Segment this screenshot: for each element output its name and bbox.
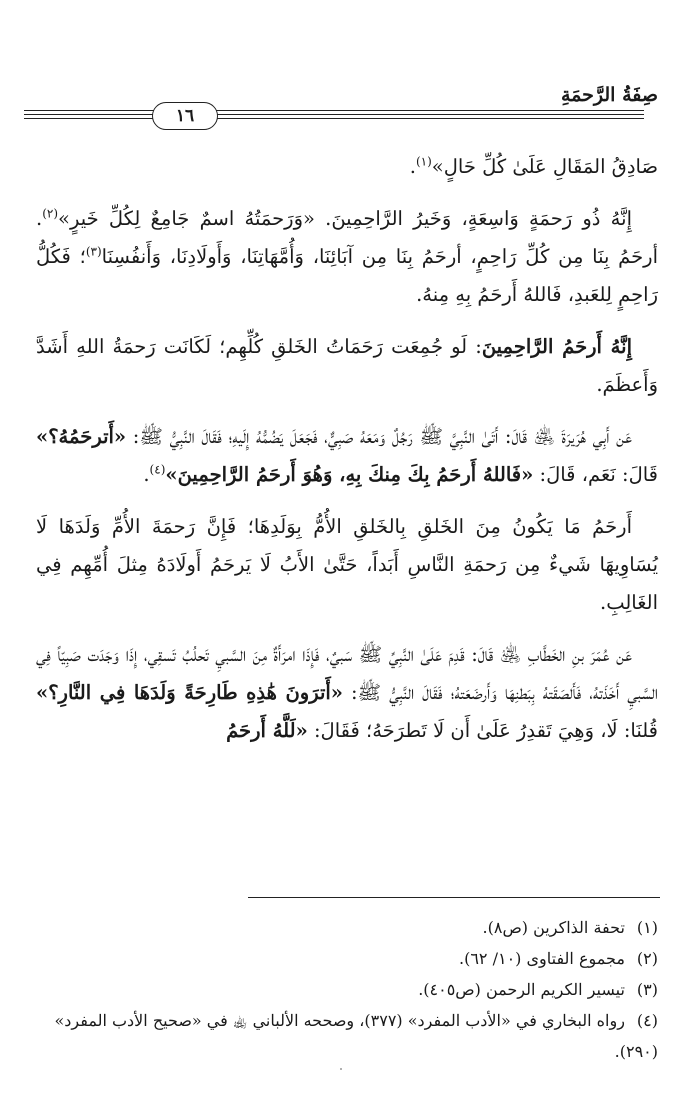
footnote-text: رواه البخاري في «الأدب المفرد» (٣٧٧)، وصححه الألباني ﵀ في «صحيح الأدب المفرد» (٢٩٠). bbox=[54, 1011, 658, 1061]
footnote bbox=[28, 1005, 658, 1067]
page-number-frame bbox=[92, 102, 342, 128]
text-run: ؛ فَكُلُّ رَاحِمٍ لِلعَبدِ، فَاللهُ أَرحَمُ بِهِ مِنهُ. bbox=[36, 245, 658, 306]
running-header-title: صِفَةُ الرَّحمَةِ bbox=[560, 84, 658, 106]
text-run: إِنَّهُ ذُو رَحمَةٍ وَاسِعَةٍ، وَخَيرُ الرَّاحِمِينَ. «وَرَحمَتُهُ اسمٌ جَامِعٌ لِكُلِّ خَيرٍ» bbox=[58, 207, 632, 230]
footnote-ref: (١) bbox=[415, 154, 432, 169]
paragraph bbox=[36, 200, 658, 314]
footnote-number: (٣) bbox=[636, 980, 658, 999]
paragraph bbox=[36, 636, 658, 750]
print-speck bbox=[340, 1068, 342, 1070]
paragraph bbox=[36, 418, 658, 494]
footnote-number: (٤) bbox=[636, 1011, 658, 1030]
footnote-ref: (٤) bbox=[149, 462, 166, 477]
footnote-separator bbox=[248, 897, 660, 898]
footnote-ref: (٢) bbox=[42, 206, 59, 221]
footnote-number: (٢) bbox=[636, 949, 658, 968]
emphasis-text: «لَلَّهُ أَرحَمُ bbox=[226, 719, 308, 742]
text-run: أَرحَمُ مَا يَكُونُ مِنَ الخَلقِ بِالخَلقِ الأُمُّ بِوَلَدِهَا؛ فَإِنَّ رَحمَةَ الأُمِّ وَلَدَهَا لَا يُسَاوِيهَا شَيءٌ مِن رَحمَةِ النَّاسِ أَبَداً، حَتَّىٰ الأَبُ لَا يَرحَمُ أَولَادَهُ مِثلَ أُمِّهِم فِي الغَالِبِ. bbox=[36, 515, 658, 614]
text-run: عَن عُمَرَ بنِ الخَطَّابِ ﵁ قَالَ: قَدِمَ عَلَىٰ النَّبِيِّ ﷺ سَبيٌ، فَإِذَا امرَأَةٌ مِنَ السَّبيِ تَحلُبُ تَسقِي، إِذَا وَجَدَت صَبِيّاً فِي السَّبيِ أَخَذَتهُ، فَأَلصَقَتهُ بِبَطنِهَا وَأَرضَعَتهُ؛ فَقَالَ النَّبِيُّ ﷺ: bbox=[36, 643, 658, 704]
footnote bbox=[28, 974, 658, 1005]
footnote-ref: (٣) bbox=[85, 244, 102, 259]
footnote-text: تيسير الكريم الرحمن (ص٤٠٥). bbox=[418, 980, 630, 999]
footnote bbox=[28, 912, 658, 943]
paragraph bbox=[36, 328, 658, 404]
text-run: صَادِقُ المَقَالِ عَلَىٰ كُلِّ حَالٍ» bbox=[431, 155, 658, 178]
paragraph bbox=[36, 148, 658, 186]
emphasis-text: «أَترَونَ هَٰذِهِ طَارِحَةً وَلَدَهَا فِي النَّارِ؟» bbox=[36, 681, 343, 704]
text-run: قُلنَا: لَا، وَهِيَ تَقدِرُ عَلَىٰ أَن لَا تَطرَحَهُ؛ فَقَالَ: bbox=[307, 719, 658, 742]
text-run: . أرحَمُ بِنَا مِن كُلِّ رَاحِمٍ، أرحَمُ بِنَا مِن آبَائِنَا، وَأُمَّهَاتِنَا، وَأَولَادِنَا، وَأَنفُسِنَا bbox=[36, 207, 658, 268]
text-run: : لَو جُمِعَت رَحَمَاتُ الخَلقِ كُلِّهِم؛ لَكَانَت رَحمَةُ اللهِ أَشَدَّ وَأَعظَمَ. bbox=[36, 335, 658, 396]
footnote-number: (١) bbox=[636, 918, 658, 937]
text-run: قَالَ: نَعَم، قَالَ: bbox=[533, 463, 658, 486]
footnote-text: تحفة الذاكرين (ص٨). bbox=[482, 918, 630, 937]
body-text bbox=[36, 148, 658, 764]
footnote-text: مجموع الفتاوى (١٠/ ٦٢). bbox=[458, 949, 630, 968]
emphasis-text: إِنَّهُ أَرحَمُ الرَّاحِمِينَ bbox=[481, 335, 632, 358]
text-run: . bbox=[143, 463, 150, 486]
emphasis-text: «فَاللهُ أَرحَمُ بِكَ مِنكَ بِهِ، وَهُوَ أَرحَمُ الرَّاحِمِينَ» bbox=[165, 463, 534, 486]
footnotes bbox=[28, 912, 658, 1067]
text-run: عَن أَبِي هُرَيرَةَ ﵁ قَالَ: أَتَىٰ النَّبِيَّ ﷺ رَجُلٌ وَمَعَهُ صَبِيٌّ، فَجَعَلَ يَضُمُّهُ إِلَيهِ؛ فَقَالَ النَّبِيُّ ﷺ: bbox=[126, 425, 632, 448]
emphasis-text: «أَترحَمُهُ؟» bbox=[36, 425, 127, 448]
paragraph bbox=[36, 508, 658, 622]
text-run: . bbox=[409, 155, 416, 178]
page-number: ١٦ bbox=[152, 102, 218, 130]
footnote bbox=[28, 943, 658, 974]
